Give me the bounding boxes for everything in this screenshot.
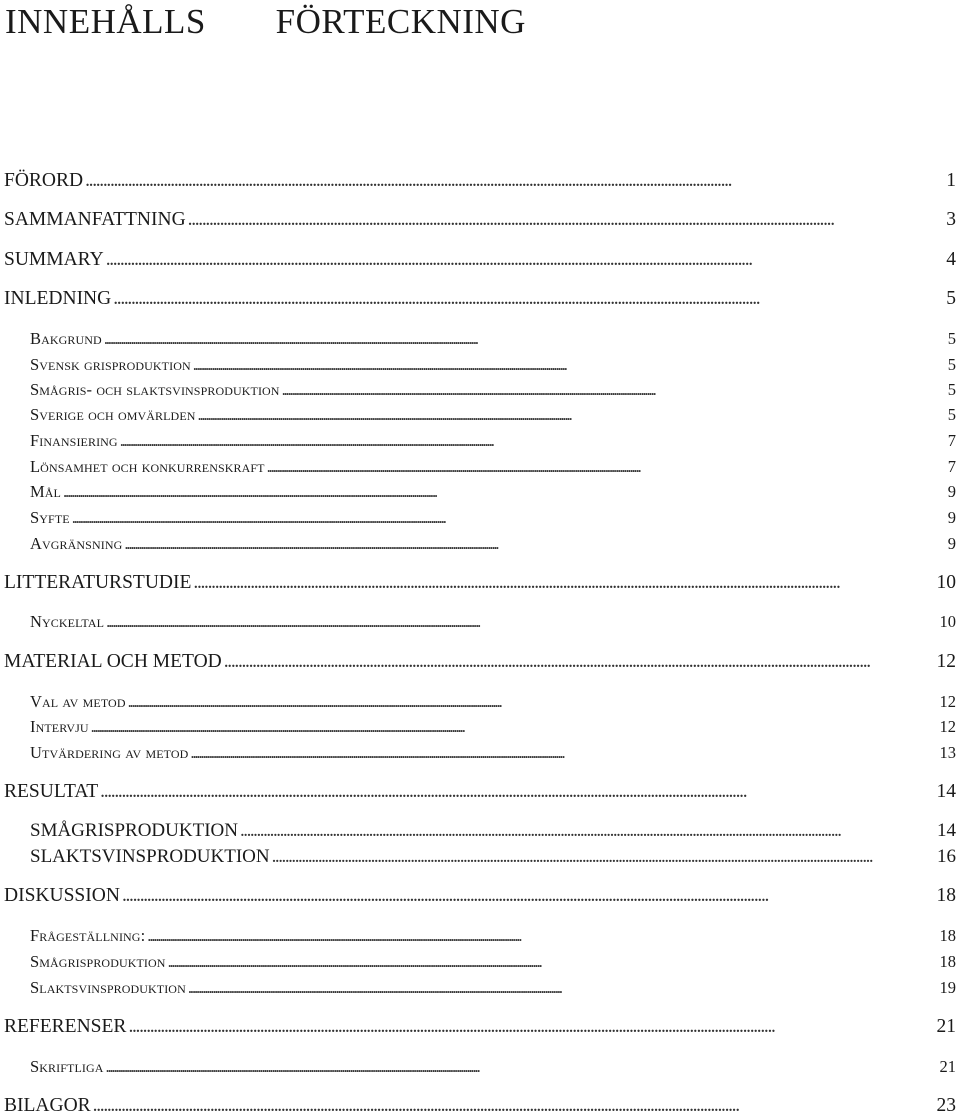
toc-leader-dots bbox=[128, 692, 938, 712]
toc-entry-page: 5 bbox=[947, 329, 956, 348]
toc-leader-dots bbox=[106, 248, 945, 272]
toc-entry-label: Lönsamhet och konkurrenskraft bbox=[30, 457, 265, 476]
toc-entry-label: FÖRORD bbox=[4, 170, 84, 191]
toc-entry-page: 1 bbox=[946, 170, 956, 191]
toc-entry-label: SMÅGRISPRODUKTION bbox=[30, 820, 238, 841]
toc-leader-dots bbox=[91, 717, 938, 737]
toc-entry-label: Slaktsvinsproduktion bbox=[30, 978, 186, 997]
toc-entry-label: BILAGOR bbox=[4, 1095, 91, 1116]
toc-entry-label: Svensk grisproduktion bbox=[30, 355, 191, 374]
toc-entry-page: 5 bbox=[947, 355, 956, 374]
toc-entry-page: 5 bbox=[946, 288, 956, 309]
toc-entry-page: 7 bbox=[947, 431, 956, 450]
toc-entry-page: 12 bbox=[936, 651, 956, 672]
toc-entry-page: 10 bbox=[939, 612, 956, 631]
toc-leader-dots bbox=[72, 508, 946, 528]
toc-leader-dots bbox=[85, 169, 944, 193]
toc-entry-smagris-och-slaktsvinsproduktion[interactable] bbox=[30, 380, 956, 400]
toc-entry-label: SUMMARY bbox=[4, 249, 104, 270]
toc-entry-resultat[interactable] bbox=[4, 780, 956, 804]
toc-leader-dots bbox=[122, 884, 935, 908]
toc-entry-inledning[interactable] bbox=[4, 287, 956, 311]
toc-leader-dots bbox=[188, 978, 938, 998]
toc-entry-page: 10 bbox=[936, 572, 956, 593]
toc-leader-dots bbox=[106, 1057, 938, 1077]
toc-entry-label: Nyckeltal bbox=[30, 612, 105, 631]
toc-entry-page: 5 bbox=[947, 380, 956, 399]
toc-leader-dots bbox=[188, 208, 945, 232]
toc-entry-label: Finansiering bbox=[30, 431, 118, 450]
toc-entry-page: 9 bbox=[947, 482, 956, 501]
toc-entry-page: 9 bbox=[947, 508, 956, 527]
toc-leader-dots bbox=[190, 743, 937, 763]
toc-entry-label: SAMMANFATTNING bbox=[4, 209, 186, 230]
toc-entry-intervju[interactable] bbox=[30, 717, 956, 737]
toc-leader-dots bbox=[93, 1094, 935, 1118]
toc-entry-label: Smågris- och slaktsvinsproduktion bbox=[30, 380, 280, 399]
toc-leader-dots bbox=[193, 355, 946, 375]
toc-entry-page: 18 bbox=[936, 885, 956, 906]
toc-entry-label: Syfte bbox=[30, 508, 70, 527]
toc-entry-label: Smågrisproduktion bbox=[30, 952, 166, 971]
toc-entry-page: 14 bbox=[936, 781, 956, 802]
toc-leader-dots bbox=[106, 612, 937, 632]
toc-entry-label: Avgränsning bbox=[30, 534, 123, 553]
toc-entry-page: 14 bbox=[937, 820, 956, 841]
toc-entry-page: 21 bbox=[939, 1057, 956, 1076]
toc-leader-dots bbox=[198, 405, 946, 425]
toc-entry-label: INLEDNING bbox=[4, 288, 112, 309]
toc-entry-syfte[interactable] bbox=[30, 508, 956, 528]
toc-entry-label: Skriftliga bbox=[30, 1057, 104, 1076]
toc-entry-label: SLAKTSVINSPRODUKTION bbox=[30, 846, 270, 867]
toc-leader-dots bbox=[282, 380, 946, 400]
toc-entry-litteraturstudie[interactable] bbox=[4, 571, 956, 595]
toc-entry-sammanfattning[interactable] bbox=[4, 208, 956, 232]
toc-entry-page: 18 bbox=[939, 952, 956, 971]
toc-leader-dots bbox=[224, 650, 935, 674]
toc-leader-dots bbox=[128, 1015, 934, 1039]
toc-entry-slaktsvinsproduktion-2[interactable] bbox=[30, 978, 956, 998]
toc-entry-label: MATERIAL OCH METOD bbox=[4, 651, 222, 672]
toc-leader-dots bbox=[120, 431, 946, 451]
toc-entry-label: RESULTAT bbox=[4, 781, 99, 802]
toc-entry-nyckeltal[interactable] bbox=[30, 612, 956, 632]
toc-entry-page: 4 bbox=[946, 249, 956, 270]
toc-leader-dots bbox=[147, 926, 937, 946]
toc-entry-mal[interactable] bbox=[30, 482, 956, 502]
toc-entry-page: 9 bbox=[947, 534, 956, 553]
toc-entry-bilagor[interactable] bbox=[4, 1094, 956, 1118]
toc-entry-avgransning[interactable] bbox=[30, 534, 956, 554]
toc-leader-dots bbox=[100, 780, 934, 804]
toc-entry-label: REFERENSER bbox=[4, 1016, 127, 1037]
toc-entry-page: 13 bbox=[939, 743, 956, 762]
toc-entry-page: 19 bbox=[939, 978, 956, 997]
toc-entry-label: LITTERATURSTUDIE bbox=[4, 572, 192, 593]
toc-entry-fragestallning[interactable] bbox=[30, 926, 956, 946]
toc-entry-label: Frågeställning: bbox=[30, 926, 146, 945]
toc-leader-dots bbox=[193, 571, 934, 595]
toc-entry-label: Sverige och omvärlden bbox=[30, 405, 196, 424]
toc-entry-page: 5 bbox=[947, 405, 956, 424]
toc-entry-skriftliga[interactable] bbox=[30, 1057, 956, 1077]
page-title: INNEHÅLLS FÖRTECKNING bbox=[5, 2, 526, 41]
toc-entry-summary[interactable] bbox=[4, 248, 956, 272]
toc-entry-label: Utvärdering av metod bbox=[30, 743, 189, 762]
toc-entry-label: Val av metod bbox=[30, 692, 126, 711]
toc-leader-dots bbox=[168, 952, 938, 972]
toc-entry-svensk-grisproduktion[interactable] bbox=[30, 355, 956, 375]
toc-entry-page: 7 bbox=[947, 457, 956, 476]
toc-entry-page: 16 bbox=[937, 846, 956, 867]
toc-entry-label: DISKUSSION bbox=[4, 885, 120, 906]
toc-entry-referenser[interactable] bbox=[4, 1015, 956, 1039]
toc-leader-dots bbox=[267, 457, 946, 477]
toc-entry-diskussion[interactable] bbox=[4, 884, 956, 908]
toc-entry-fororod[interactable] bbox=[4, 169, 956, 193]
toc-leader-dots bbox=[63, 482, 946, 502]
toc-entry-label: Bakgrund bbox=[30, 329, 102, 348]
toc-entry-smagrisproduktion-2[interactable] bbox=[30, 952, 956, 972]
toc-leader-dots bbox=[124, 534, 945, 554]
toc-leader-dots bbox=[113, 287, 944, 311]
toc-entry-label: Intervju bbox=[30, 717, 89, 736]
toc-leader-dots bbox=[240, 820, 935, 842]
toc-entry-utvardering-av-metod[interactable] bbox=[30, 743, 956, 763]
toc-entry-smagrisproduktion[interactable] bbox=[30, 820, 956, 842]
toc-entry-page: 23 bbox=[936, 1095, 956, 1116]
toc-entry-material-och-metod[interactable] bbox=[4, 650, 956, 674]
toc-entry-label: Mål bbox=[30, 482, 61, 501]
toc-entry-bakgrund[interactable] bbox=[30, 329, 956, 349]
toc-entry-finansiering[interactable] bbox=[30, 431, 956, 451]
toc-entry-page: 18 bbox=[939, 926, 956, 945]
toc-entry-slaktsvinsproduktion[interactable] bbox=[30, 846, 956, 868]
toc-entry-lonsamhet-och-konkurrenskraft[interactable] bbox=[30, 457, 956, 477]
toc-leader-dots bbox=[272, 846, 935, 868]
toc-entry-val-av-metod[interactable] bbox=[30, 692, 956, 712]
toc-entry-page: 12 bbox=[939, 717, 956, 736]
toc-entry-page: 12 bbox=[939, 692, 956, 711]
toc-entry-page: 3 bbox=[946, 209, 956, 230]
toc-leader-dots bbox=[104, 329, 946, 349]
toc-entry-sverige-och-omvarlden[interactable] bbox=[30, 405, 956, 425]
toc-entry-page: 21 bbox=[936, 1016, 956, 1037]
